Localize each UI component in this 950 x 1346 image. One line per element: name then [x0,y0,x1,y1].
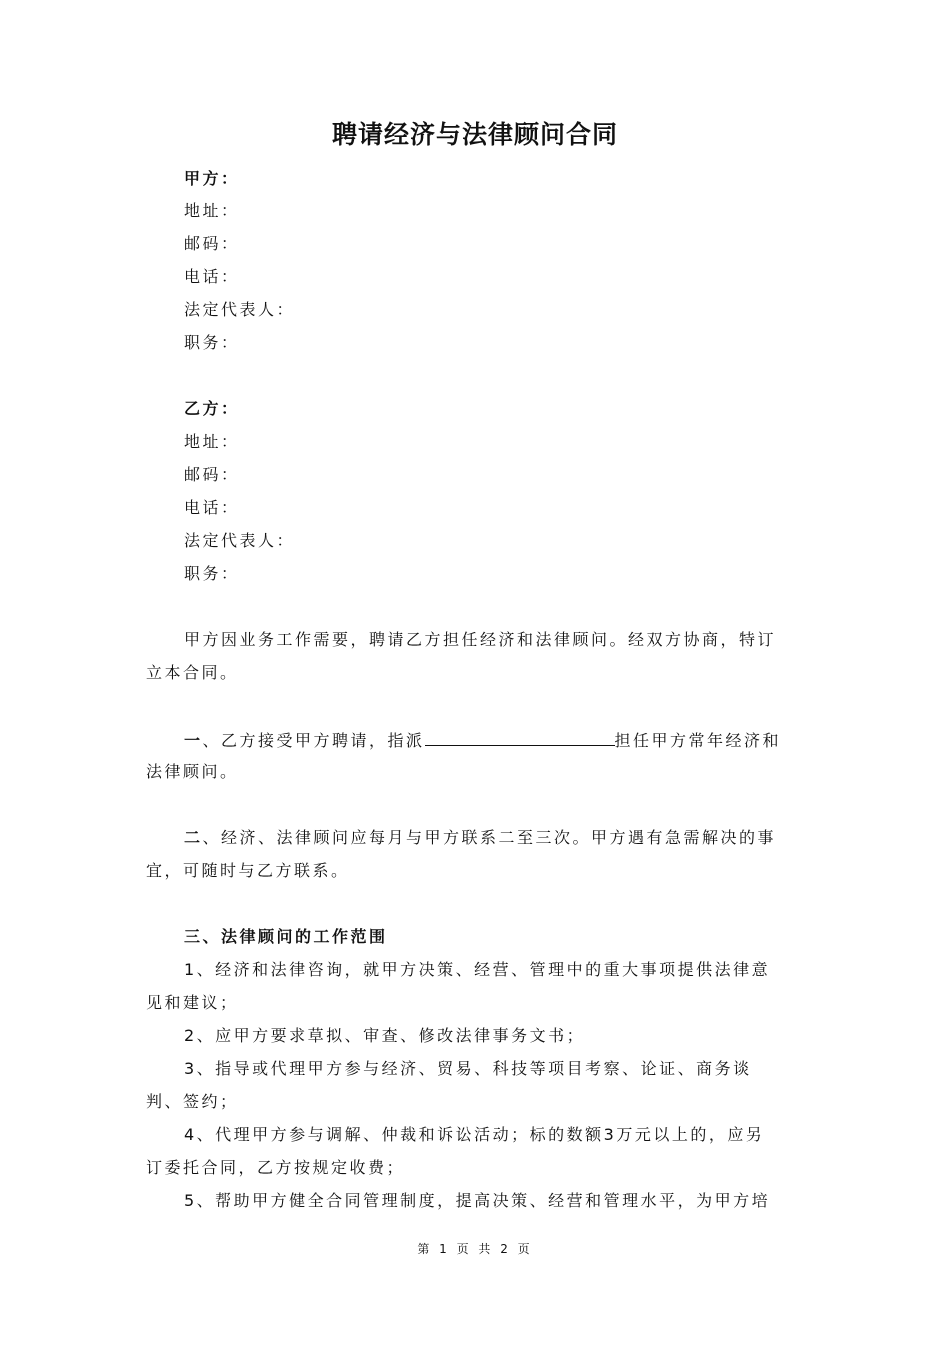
clause-3-item-1-line-1: 1、经济和法律咨询，就甲方决策、经营、管理中的重大事项提供法律意 [184,960,771,979]
party-a-heading: 甲方： [184,169,240,188]
party-b-postcode: 邮码： [184,465,240,484]
clause-3-item-2: 2、应甲方要求草拟、审查、修改法律事务文书； [184,1026,586,1045]
clause-2-line-2: 宜，可随时与乙方联系。 [146,861,350,880]
clause-1-line-1 [184,729,781,751]
clause-1-number: 一 [184,731,203,750]
clause-2-number: 二 [184,828,203,847]
party-b-position: 职务： [184,564,240,583]
clause-3-item-4-line-2: 订委托合同，乙方按规定收费； [146,1158,406,1177]
party-b-representative: 法定代表人： [184,531,296,550]
clause-3-item-4-line-1: 4、代理甲方参与调解、仲裁和诉讼活动；标的数额3万元以上的，应另 [184,1125,765,1144]
party-b-phone: 电话： [184,498,240,517]
appointee-blank-line [425,729,615,746]
clause-1-suffix: 担任甲方常年经济和 [614,731,782,750]
party-b-heading: 乙方： [184,399,240,418]
clause-3-item-3-line-1: 3、指导或代理甲方参与经济、贸易、科技等项目考察、论证、商务谈 [184,1059,752,1078]
clause-2-line-1 [184,828,776,848]
clause-3-item-3-line-2: 判、签约； [146,1092,239,1111]
party-a-address: 地址： [184,201,240,220]
party-a-position: 职务： [184,333,240,352]
clause-3-item-5-line-1: 5、帮助甲方健全合同管理制度，提高决策、经营和管理水平，为甲方培 [184,1191,771,1210]
clause-1-prefix: 、乙方接受甲方聘请，指派 [202,731,425,750]
party-a-postcode: 邮码： [184,234,240,253]
page-footer: 第 1 页 共 2 页 [417,1242,533,1256]
document-title: 聘请经济与法律顾问合同 [331,120,618,149]
intro-line-2: 立本合同。 [146,663,239,682]
intro-line-1: 甲方因业务工作需要，聘请乙方担任经济和法律顾问。经双方协商，特订 [184,630,777,649]
clause-1-line-2: 法律顾问。 [146,762,239,781]
clause-3-heading: 三、法律顾问的工作范围 [184,927,388,946]
clause-3-item-1-line-2: 见和建议； [146,993,239,1012]
clause-2-text: 、经济、法律顾问应每月与甲方联系二至三次。甲方遇有急需解决的事 [202,828,777,847]
party-b-address: 地址： [184,432,240,451]
party-a-phone: 电话： [184,267,240,286]
party-a-representative: 法定代表人： [184,300,296,319]
